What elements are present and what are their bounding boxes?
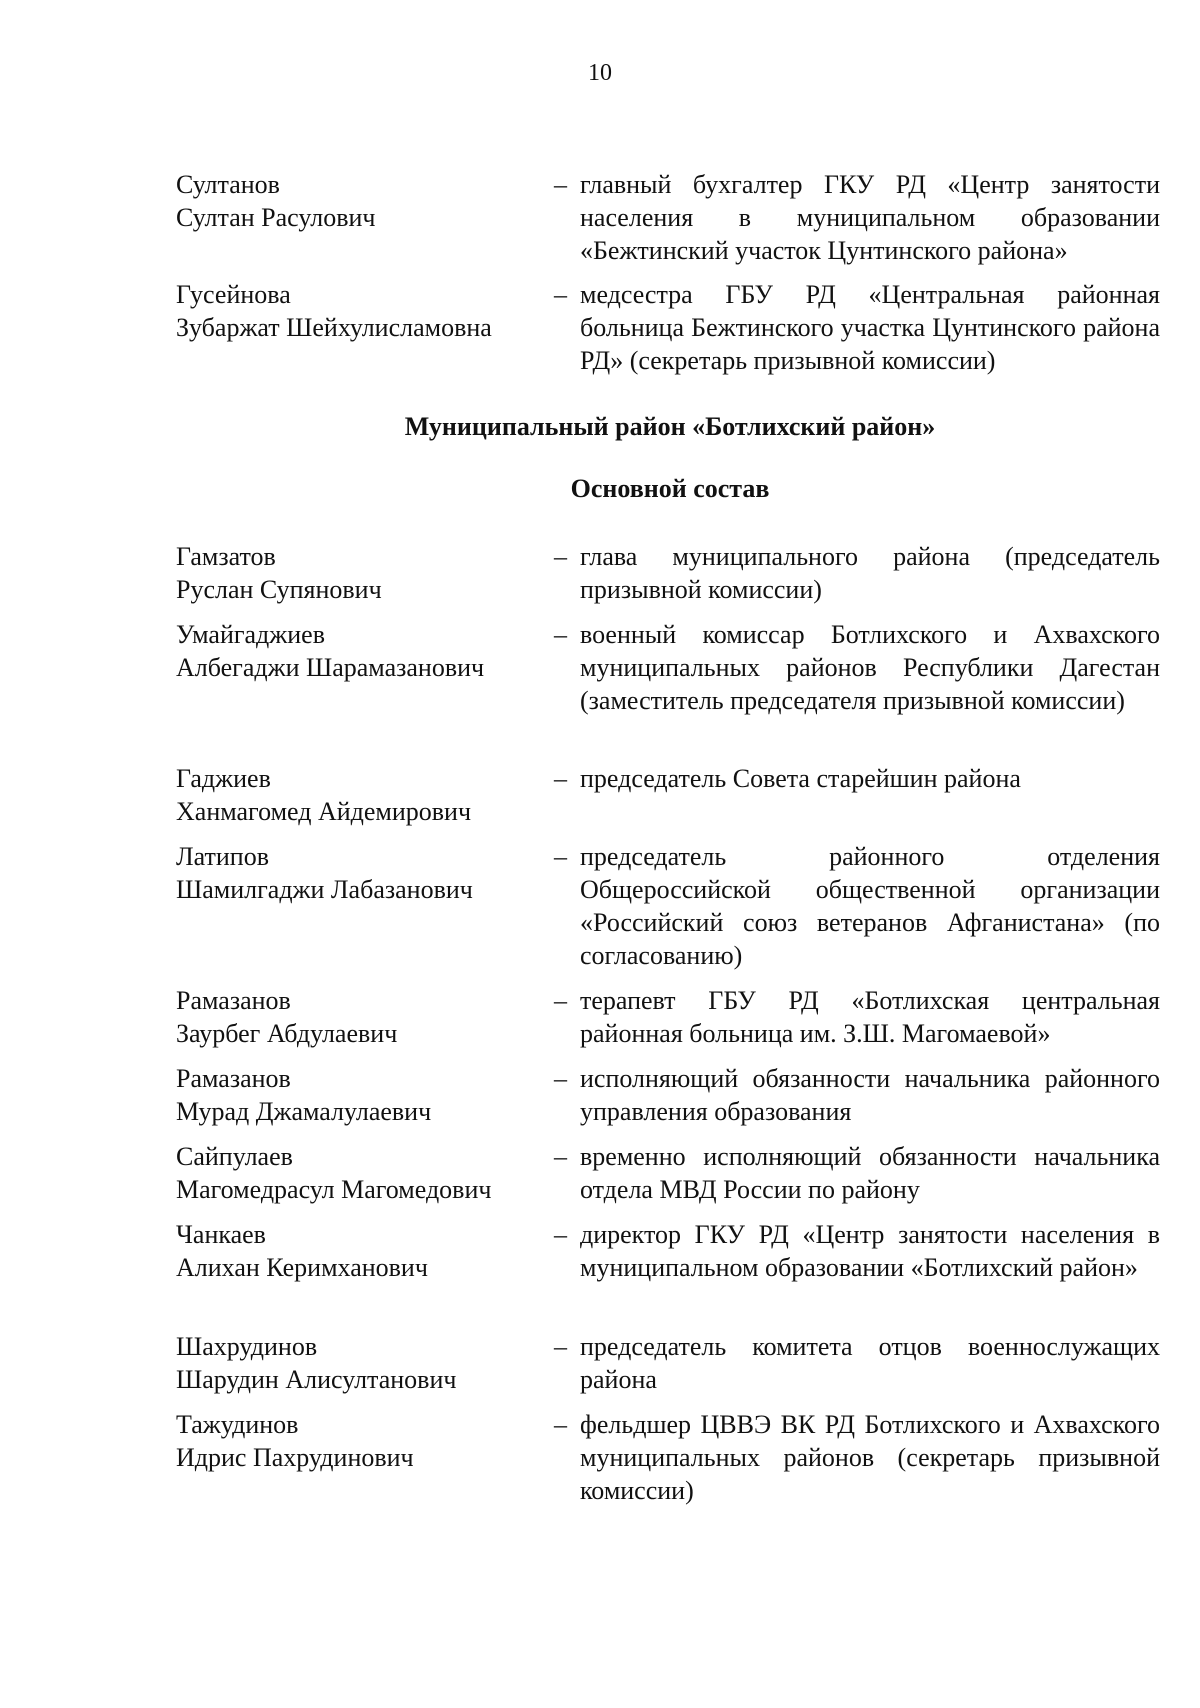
member-name [176,1140,546,1206]
member-given-names: Руслан Супянович [176,575,382,604]
member-surname: Гусейнова [176,280,291,309]
member-given-names: Магомедрасул Магомедович [176,1175,492,1204]
member-role: медсестра ГБУ РД «Центральная районная больница Бежтинского участка Цунтинского района РД» (секретарь призывной комиссии) [580,280,1160,375]
member-name [176,1408,546,1474]
dash: – [554,1332,567,1361]
member-surname: Шахрудинов [176,1332,318,1361]
dash: – [554,986,567,1015]
member-role: военный комиссар Ботлихского и Ахвахского муниципальных районов Республики Дагестан (заместитель председателя призывной комиссии) [580,620,1160,715]
page-number: 10 [588,60,612,86]
dash: – [554,620,567,649]
member-given-names: Заурбег Абдулаевич [176,1019,398,1048]
member-name [176,762,546,828]
member-role: председатель районного отделения Общероссийской общественной организации «Российский союз ветеранов Афганистана» (по согласованию) [580,842,1160,970]
member-role: главный бухгалтер ГКУ РД «Центр занятости населения в муниципальном образовании «Бежтинский участок Цунтинского района» [580,170,1160,265]
member-role: временно исполняющий обязанности начальника отдела МВД России по району [580,1142,1160,1204]
member-given-names: Албегаджи Шарамазанович [176,653,485,682]
member-role: глава муниципального района (председатель призывной комиссии) [580,542,1160,604]
member-surname: Гаджиев [176,764,271,793]
dash: – [554,1220,567,1249]
member-given-names: Шарудин Алисултанович [176,1365,457,1394]
section-title: Муниципальный район «Ботлихский район» [404,412,936,441]
member-surname: Гамзатов [176,542,276,571]
member-surname: Латипов [176,842,269,871]
member-surname: Умайгаджиев [176,620,325,649]
dash: – [554,764,567,793]
member-surname: Чанкаев [176,1220,266,1249]
member-surname: Сайпулаев [176,1142,293,1171]
member-name [176,1062,546,1128]
member-given-names: Мурад Джамалулаевич [176,1097,432,1126]
dash: – [554,170,567,199]
member-given-names: Зубаржат Шейхулисламовна [176,313,492,342]
member-given-names: Идрис Пахрудинович [176,1443,414,1472]
member-role: председатель Совета старейшин района [580,764,1021,793]
member-name [176,168,546,234]
member-name [176,278,546,344]
dash: – [554,280,567,309]
dash: – [554,1064,567,1093]
member-role: терапевт ГБУ РД «Ботлихская центральная районная больница им. З.Ш. Магомаевой» [580,986,1160,1048]
member-name [176,1330,546,1396]
dash: – [554,842,567,871]
dash: – [554,542,567,571]
member-role: фельдшер ЦВВЭ ВК РД Ботлихского и Ахвахского муниципальных районов (секретарь призывной комиссии) [580,1410,1160,1505]
member-name [176,1218,546,1284]
member-role: председатель комитета отцов военнослужащих района [580,1332,1160,1394]
member-given-names: Шамилгаджи Лабазанович [176,875,473,904]
member-name [176,984,546,1050]
member-given-names: Султан Расулович [176,203,376,232]
member-surname: Рамазанов [176,986,291,1015]
member-role: директор ГКУ РД «Центр занятости населения в муниципальном образовании «Ботлихский район» [580,1220,1160,1282]
member-surname: Рамазанов [176,1064,291,1093]
member-surname: Султанов [176,170,280,199]
member-role: исполняющий обязанности начальника районного управления образования [580,1064,1160,1126]
member-name [176,840,546,906]
member-name [176,540,546,606]
member-given-names: Ханмагомед Айдемирович [176,797,472,826]
dash: – [554,1142,567,1171]
dash: – [554,1410,567,1439]
member-surname: Тажудинов [176,1410,299,1439]
member-given-names: Алихан Керимханович [176,1253,428,1282]
member-name [176,618,546,684]
section-subtitle: Основной состав [570,474,770,503]
